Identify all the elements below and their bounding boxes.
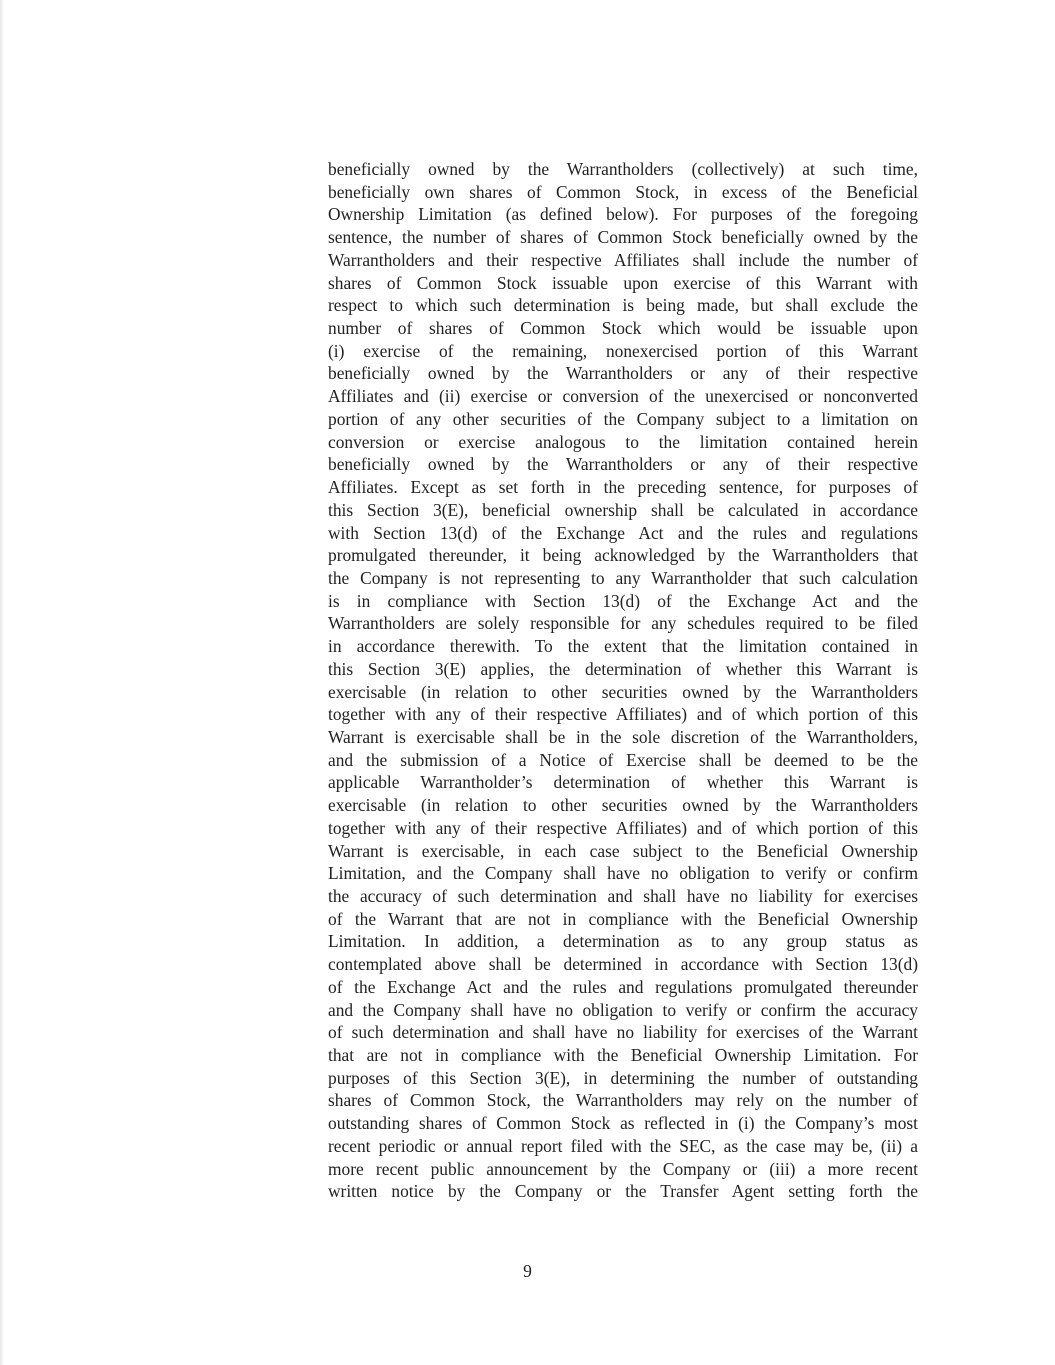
text-line: Warrant is exercisable, in each case subject to the Beneficial Ownership bbox=[328, 840, 918, 861]
text-line: Limitation, and the Company shall have no obligation to verify or confirm bbox=[328, 863, 918, 884]
text-line: exercisable (in relation to other securities owned by the Warrantholders bbox=[328, 795, 918, 816]
text-line: promulgated thereunder, it being acknowledged by the Warrantholders that bbox=[328, 545, 918, 566]
text-line: Affiliates and (ii) exercise or conversion of the unexercised or nonconverted bbox=[328, 386, 918, 407]
text-line: applicable Warrantholder’s determination of whether this Warrant is bbox=[328, 772, 918, 793]
text-line: recent periodic or annual report filed with the SEC, as the case may be, (ii) a bbox=[328, 1135, 918, 1156]
text-line: this Section 3(E) applies, the determination of whether this Warrant is bbox=[328, 658, 918, 679]
text-line: of such determination and shall have no liability for exercises of the Warrant bbox=[328, 1022, 918, 1043]
text-line: beneficially owned by the Warrantholders (collectively) at such time, bbox=[328, 159, 918, 179]
scan-edge-shadow bbox=[0, 0, 4, 1365]
text-line: number of shares of Common Stock which would be issuable upon bbox=[328, 318, 918, 339]
text-line: the Company is not representing to any Warrantholder that such calculation bbox=[328, 567, 918, 588]
text-line: exercisable (in relation to other securities owned by the Warrantholders bbox=[328, 681, 918, 702]
text-line: shares of Common Stock, the Warrantholders may rely on the number of bbox=[328, 1090, 918, 1111]
text-line: Warrantholders and their respective Affiliates shall include the number of bbox=[328, 249, 918, 270]
text-line: Affiliates. Except as set forth in the preceding sentence, for purposes of bbox=[328, 477, 918, 498]
text-line: in accordance therewith. To the extent that the limitation contained in bbox=[328, 636, 918, 657]
text-line: beneficially owned by the Warrantholders or any of their respective bbox=[328, 454, 918, 475]
text-line: that are not in compliance with the Beneficial Ownership Limitation. For bbox=[328, 1045, 918, 1066]
text-line: (i) exercise of the remaining, nonexercised portion of this Warrant bbox=[328, 340, 918, 361]
text-line: shares of Common Stock issuable upon exercise of this Warrant with bbox=[328, 272, 918, 293]
text-line: Warrantholders are solely responsible for any schedules required to be filed bbox=[328, 613, 918, 634]
text-line: written notice by the Company or the Transfer Agent setting forth the bbox=[328, 1181, 918, 1202]
page-number: 9 bbox=[523, 1261, 532, 1281]
text-line: portion of any other securities of the Company subject to a limitation on bbox=[328, 408, 918, 429]
text-line: Limitation. In addition, a determination as to any group status as bbox=[328, 931, 918, 952]
text-line: purposes of this Section 3(E), in determining the number of outstanding bbox=[328, 1067, 918, 1088]
text-line: conversion or exercise analogous to the limitation contained herein bbox=[328, 431, 918, 452]
text-line: sentence, the number of shares of Common Stock beneficially owned by the bbox=[328, 227, 918, 248]
text-line: of the Exchange Act and the rules and regulations promulgated thereunder bbox=[328, 976, 918, 997]
text-line: more recent public announcement by the Company or (iii) a more recent bbox=[328, 1158, 918, 1179]
text-line: and the submission of a Notice of Exercise shall be deemed to be the bbox=[328, 749, 918, 770]
text-line: contemplated above shall be determined in accordance with Section 13(d) bbox=[328, 954, 918, 975]
text-line: Ownership Limitation (as defined below). For purposes of the foregoing bbox=[328, 204, 918, 225]
text-line: together with any of their respective Affiliates) and of which portion of this bbox=[328, 817, 918, 838]
text-line: beneficially own shares of Common Stock, in excess of the Beneficial bbox=[328, 181, 918, 202]
text-line: together with any of their respective Affiliates) and of which portion of this bbox=[328, 704, 918, 725]
text-line: respect to which such determination is being made, but shall exclude the bbox=[328, 295, 918, 316]
text-line: with Section 13(d) of the Exchange Act and the rules and regulations bbox=[328, 522, 918, 543]
text-line: and the Company shall have no obligation to verify or confirm the accuracy bbox=[328, 999, 918, 1020]
text-line: is in compliance with Section 13(d) of the Exchange Act and the bbox=[328, 590, 918, 611]
text-line: beneficially owned by the Warrantholders or any of their respective bbox=[328, 363, 918, 384]
text-line: of the Warrant that are not in compliance with the Beneficial Ownership bbox=[328, 908, 918, 929]
body-paragraph bbox=[328, 158, 918, 1203]
text-line: Warrant is exercisable shall be in the sole discretion of the Warrantholders, bbox=[328, 726, 918, 747]
text-line: outstanding shares of Common Stock as reflected in (i) the Company’s most bbox=[328, 1113, 918, 1134]
text-line: this Section 3(E), beneficial ownership shall be calculated in accordance bbox=[328, 499, 918, 520]
text-line: the accuracy of such determination and shall have no liability for exercises bbox=[328, 886, 918, 906]
